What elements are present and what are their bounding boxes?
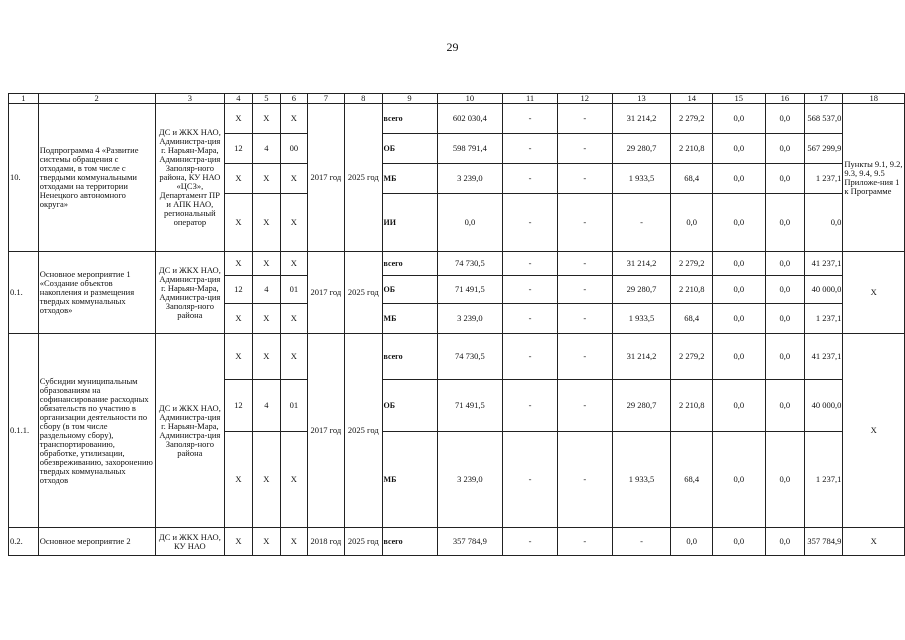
header-cell: 12 bbox=[557, 94, 612, 104]
code-section: 4 bbox=[252, 380, 280, 432]
amount-cell: 40 000,0 bbox=[804, 276, 843, 304]
funding-source: МБ bbox=[382, 164, 437, 194]
activity-name: Подпрограмма 4 «Развитие системы обращения с отходами, в том числе с твердыми коммунальными отходами на территории Ненецкого автономного округа» bbox=[38, 104, 155, 252]
code-subsection: Х bbox=[281, 164, 308, 194]
executor: ДС и ЖКХ НАО, КУ НАО bbox=[155, 528, 225, 556]
start-year: 2017 год bbox=[307, 252, 344, 334]
amount-cell: - bbox=[503, 252, 558, 276]
amount-cell: - bbox=[503, 164, 558, 194]
amount-cell: - bbox=[612, 194, 671, 252]
amount-cell: - bbox=[503, 304, 558, 334]
header-cell: 2 bbox=[38, 94, 155, 104]
code-section: Х bbox=[252, 104, 280, 134]
table-body bbox=[9, 94, 905, 556]
table-row bbox=[9, 334, 905, 380]
amount-cell: - bbox=[503, 104, 558, 134]
target-indicators: Х bbox=[843, 334, 905, 528]
code-grbs: Х bbox=[225, 104, 253, 134]
amount-cell: - bbox=[557, 164, 612, 194]
header-cell: 4 bbox=[225, 94, 253, 104]
code-subsection: Х bbox=[281, 304, 308, 334]
code-grbs: 12 bbox=[225, 380, 253, 432]
start-year: 2017 год bbox=[307, 334, 344, 528]
amount-cell: 71 491,5 bbox=[437, 276, 503, 304]
header-cell: 1 bbox=[9, 94, 39, 104]
amount-cell: - bbox=[557, 104, 612, 134]
amount-cell: 68,4 bbox=[671, 164, 712, 194]
code-grbs: 12 bbox=[225, 134, 253, 164]
funding-source: всего bbox=[382, 104, 437, 134]
start-year: 2018 год bbox=[307, 528, 344, 556]
amount-cell: - bbox=[557, 432, 612, 528]
budget-table bbox=[8, 93, 905, 556]
amount-cell: 0,0 bbox=[765, 304, 804, 334]
amount-cell: 567 299,9 bbox=[804, 134, 843, 164]
amount-cell: 0,0 bbox=[712, 432, 765, 528]
header-cell: 8 bbox=[345, 94, 382, 104]
code-grbs: Х bbox=[225, 164, 253, 194]
code-subsection: 01 bbox=[281, 380, 308, 432]
amount-cell: - bbox=[557, 194, 612, 252]
header-cell: 18 bbox=[843, 94, 905, 104]
amount-cell: 2 279,2 bbox=[671, 104, 712, 134]
amount-cell: 29 280,7 bbox=[612, 134, 671, 164]
funding-source: всего bbox=[382, 528, 437, 556]
amount-cell: 357 784,9 bbox=[804, 528, 843, 556]
amount-cell: 0,0 bbox=[712, 104, 765, 134]
code-section: Х bbox=[252, 194, 280, 252]
amount-cell: 2 210,8 bbox=[671, 276, 712, 304]
code-subsection: 01 bbox=[281, 276, 308, 304]
header-cell: 3 bbox=[155, 94, 225, 104]
activity-name: Основное мероприятие 1 «Создание объектов накопления и размещения твердых коммунальных отходов» bbox=[38, 252, 155, 334]
amount-cell: - bbox=[557, 134, 612, 164]
header-cell: 17 bbox=[804, 94, 843, 104]
start-year: 2017 год bbox=[307, 104, 344, 252]
header-cell: 7 bbox=[307, 94, 344, 104]
code-section: Х bbox=[252, 164, 280, 194]
amount-cell: 0,0 bbox=[765, 194, 804, 252]
row-number: 0.1. bbox=[9, 252, 39, 334]
amount-cell: 0,0 bbox=[712, 276, 765, 304]
amount-cell: - bbox=[503, 134, 558, 164]
amount-cell: - bbox=[503, 380, 558, 432]
amount-cell: 31 214,2 bbox=[612, 252, 671, 276]
amount-cell: 0,0 bbox=[671, 528, 712, 556]
end-year: 2025 год bbox=[345, 252, 382, 334]
end-year: 2025 год bbox=[345, 528, 382, 556]
code-grbs: Х bbox=[225, 252, 253, 276]
amount-cell: 68,4 bbox=[671, 432, 712, 528]
amount-cell: 0,0 bbox=[765, 134, 804, 164]
amount-cell: 1 237,1 bbox=[804, 304, 843, 334]
amount-cell: - bbox=[557, 252, 612, 276]
amount-cell: - bbox=[503, 432, 558, 528]
amount-cell: 1 933,5 bbox=[612, 304, 671, 334]
code-subsection: Х bbox=[281, 334, 308, 380]
table-row bbox=[9, 528, 905, 556]
header-cell: 11 bbox=[503, 94, 558, 104]
code-section: Х bbox=[252, 528, 280, 556]
code-grbs: Х bbox=[225, 194, 253, 252]
code-subsection: Х bbox=[281, 104, 308, 134]
code-grbs: Х bbox=[225, 304, 253, 334]
amount-cell: 29 280,7 bbox=[612, 380, 671, 432]
amount-cell: 3 239,0 bbox=[437, 164, 503, 194]
amount-cell: 2 279,2 bbox=[671, 334, 712, 380]
amount-cell: 29 280,7 bbox=[612, 276, 671, 304]
amount-cell: 71 491,5 bbox=[437, 380, 503, 432]
amount-cell: 602 030,4 bbox=[437, 104, 503, 134]
funding-source: МБ bbox=[382, 432, 437, 528]
amount-cell: - bbox=[557, 304, 612, 334]
code-subsection: 00 bbox=[281, 134, 308, 164]
funding-source: ИИ bbox=[382, 194, 437, 252]
target-indicators: Х bbox=[843, 528, 905, 556]
funding-source: всего bbox=[382, 252, 437, 276]
amount-cell: 598 791,4 bbox=[437, 134, 503, 164]
amount-cell: 0,0 bbox=[437, 194, 503, 252]
header-cell: 14 bbox=[671, 94, 712, 104]
amount-cell: 0,0 bbox=[712, 304, 765, 334]
code-subsection: Х bbox=[281, 252, 308, 276]
amount-cell: 3 239,0 bbox=[437, 432, 503, 528]
table-row bbox=[9, 104, 905, 134]
executor: ДС и ЖКХ НАО, Администра-ция г. Нарьян-Мара, Администра-ция Заполяр-ного района, КУ НАО «ЦСЗ», Департамент ПР и АПК НАО, региональный оператор bbox=[155, 104, 225, 252]
amount-cell: 0,0 bbox=[765, 334, 804, 380]
amount-cell: - bbox=[503, 334, 558, 380]
amount-cell: - bbox=[557, 276, 612, 304]
amount-cell: 31 214,2 bbox=[612, 334, 671, 380]
target-indicators: Х bbox=[843, 252, 905, 334]
amount-cell: 41 237,1 bbox=[804, 252, 843, 276]
code-section: Х bbox=[252, 252, 280, 276]
amount-cell: 40 000,0 bbox=[804, 380, 843, 432]
end-year: 2025 год bbox=[345, 334, 382, 528]
activity-name: Основное мероприятие 2 bbox=[38, 528, 155, 556]
amount-cell: 0,0 bbox=[765, 276, 804, 304]
executor: ДС и ЖКХ НАО, Администра-ция г. Нарьян-Мара, Администра-ция Заполяр-ного района bbox=[155, 334, 225, 528]
amount-cell: 2 210,8 bbox=[671, 134, 712, 164]
amount-cell: 0,0 bbox=[712, 334, 765, 380]
amount-cell: 0,0 bbox=[765, 164, 804, 194]
amount-cell: 1 237,1 bbox=[804, 432, 843, 528]
funding-source: ОБ bbox=[382, 380, 437, 432]
amount-cell: 568 537,0 bbox=[804, 104, 843, 134]
amount-cell: - bbox=[503, 528, 558, 556]
row-number: 0.2. bbox=[9, 528, 39, 556]
page-number: 29 bbox=[446, 40, 459, 54]
amount-cell: 0,0 bbox=[765, 252, 804, 276]
code-grbs: Х bbox=[225, 528, 253, 556]
header-cell: 6 bbox=[281, 94, 308, 104]
amount-cell: 1 933,5 bbox=[612, 432, 671, 528]
code-grbs: Х bbox=[225, 334, 253, 380]
amount-cell: 0,0 bbox=[712, 164, 765, 194]
code-grbs: Х bbox=[225, 432, 253, 528]
code-subsection: Х bbox=[281, 194, 308, 252]
code-section: Х bbox=[252, 334, 280, 380]
funding-source: всего bbox=[382, 334, 437, 380]
amount-cell: 0,0 bbox=[712, 380, 765, 432]
amount-cell: 68,4 bbox=[671, 304, 712, 334]
amount-cell: - bbox=[612, 528, 671, 556]
amount-cell: 2 279,2 bbox=[671, 252, 712, 276]
funding-source: ОБ bbox=[382, 276, 437, 304]
amount-cell: 0,0 bbox=[804, 194, 843, 252]
amount-cell: 0,0 bbox=[712, 134, 765, 164]
code-subsection: Х bbox=[281, 528, 308, 556]
code-section: Х bbox=[252, 432, 280, 528]
amount-cell: 0,0 bbox=[671, 194, 712, 252]
table-row bbox=[9, 252, 905, 276]
row-number: 10. bbox=[9, 104, 39, 252]
code-grbs: 12 bbox=[225, 276, 253, 304]
header-cell: 9 bbox=[382, 94, 437, 104]
amount-cell: 1 237,1 bbox=[804, 164, 843, 194]
amount-cell: 0,0 bbox=[712, 252, 765, 276]
amount-cell: - bbox=[503, 276, 558, 304]
amount-cell: 0,0 bbox=[765, 432, 804, 528]
funding-source: ОБ bbox=[382, 134, 437, 164]
amount-cell: 3 239,0 bbox=[437, 304, 503, 334]
executor: ДС и ЖКХ НАО, Администра-ция г. Нарьян-Мара, Администра-ция Заполяр-ного района bbox=[155, 252, 225, 334]
code-section: 4 bbox=[252, 134, 280, 164]
code-section: 4 bbox=[252, 276, 280, 304]
amount-cell: 0,0 bbox=[765, 380, 804, 432]
header-cell: 15 bbox=[712, 94, 765, 104]
code-subsection: Х bbox=[281, 432, 308, 528]
activity-name: Субсидии муниципальным образованиям на софинансирование расходных обязательств по участию в организации деятельности по сбору (в том числе раздельному сбору), транспортированию, обработке, утилизации, обезвреживанию, захоронению твердых коммунальных отходов bbox=[38, 334, 155, 528]
header-row bbox=[9, 94, 905, 104]
amount-cell: - bbox=[557, 528, 612, 556]
amount-cell: - bbox=[557, 380, 612, 432]
amount-cell: 1 933,5 bbox=[612, 164, 671, 194]
header-cell: 5 bbox=[252, 94, 280, 104]
amount-cell: - bbox=[503, 194, 558, 252]
amount-cell: 0,0 bbox=[712, 528, 765, 556]
amount-cell: 74 730,5 bbox=[437, 252, 503, 276]
funding-source: МБ bbox=[382, 304, 437, 334]
code-section: Х bbox=[252, 304, 280, 334]
amount-cell: 0,0 bbox=[712, 194, 765, 252]
amount-cell: 2 210,8 bbox=[671, 380, 712, 432]
header-cell: 13 bbox=[612, 94, 671, 104]
end-year: 2025 год bbox=[345, 104, 382, 252]
amount-cell: 31 214,2 bbox=[612, 104, 671, 134]
header-cell: 16 bbox=[765, 94, 804, 104]
row-number: 0.1.1. bbox=[9, 334, 39, 528]
header-cell: 10 bbox=[437, 94, 503, 104]
amount-cell: 0,0 bbox=[765, 528, 804, 556]
amount-cell: 0,0 bbox=[765, 104, 804, 134]
target-indicators: Пункты 9.1, 9.2, 9.3, 9.4, 9.5 Приложе-ния 1 к Программе bbox=[843, 104, 905, 252]
amount-cell: 357 784,9 bbox=[437, 528, 503, 556]
amount-cell: - bbox=[557, 334, 612, 380]
amount-cell: 41 237,1 bbox=[804, 334, 843, 380]
amount-cell: 74 730,5 bbox=[437, 334, 503, 380]
